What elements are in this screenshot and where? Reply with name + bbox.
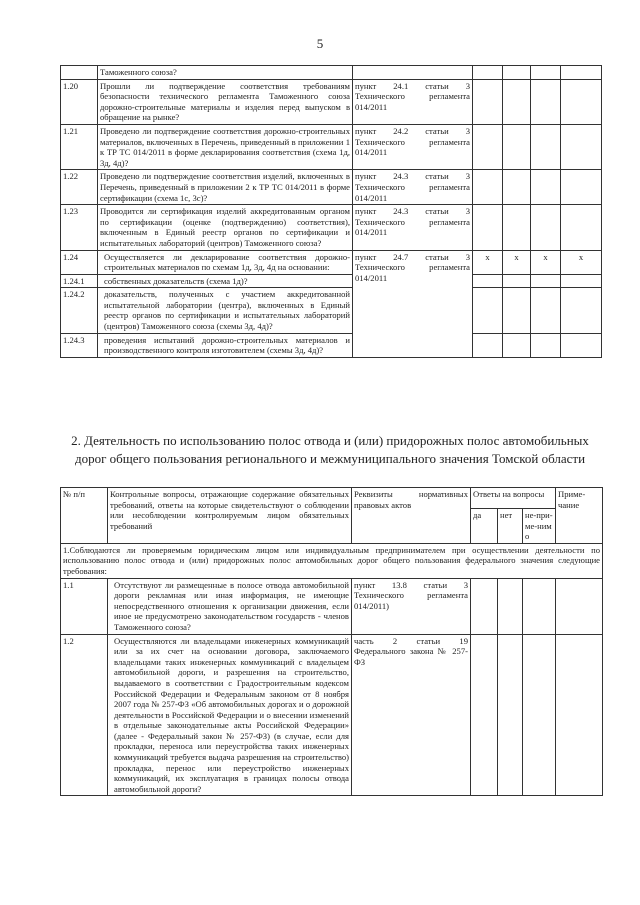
table-row [61,634,603,796]
answer-cell[interactable] [561,288,602,333]
row-requisites: пункт 13.8 статьи 3 Технического регламента 014/2011) [352,578,471,634]
row-num: 1.20 [61,79,98,124]
answer-cell[interactable] [503,66,531,80]
row-question: Проводится ли сертификация изделий аккредитованным органом по сертификации (оценке (подтверждению) соответствия), включенным в Единый реестр органов по сертификации и испытательных лабораторий (центров) Таможенного союза? [98,205,353,250]
answer-no-cell[interactable] [498,578,523,634]
answer-cell[interactable] [531,66,561,80]
row-question: Таможенного союза? [98,66,353,80]
answer-cell[interactable] [561,205,602,250]
row-requisites: пункт 24.2 статьи 3 Технического регламента 014/2011 [353,124,473,169]
row-num [61,66,98,80]
answer-yes-cell[interactable] [471,578,498,634]
header-no: нет [498,509,523,544]
table-row [61,274,602,288]
table-row [61,66,602,80]
header-question: Контрольные вопросы, отражающие содержание обязательных требований, ответы на которые свидетельствуют о соблюдении или несоблюдении контролируемым лицом обязательных требований [108,488,352,544]
table-row [61,79,602,124]
answer-cell[interactable] [473,79,503,124]
answer-cell[interactable] [473,66,503,80]
answer-cell[interactable] [473,124,503,169]
answer-cell[interactable] [531,170,561,205]
row-num: 1.1 [61,578,108,634]
page-number: 5 [316,36,324,51]
header-answers: Ответы на вопросы [471,488,556,509]
row-question: Проведено ли подтверждение соответствия изделий, включенных в Перечень, приведенный в приложении 2 к ТР ТС 014/2011 в форме сертификации (схема 1с, 3с)? [98,170,353,205]
table-row [61,205,602,250]
section-row-text: 1.Соблюдаются ли проверяемым юридическим лицом или индивидуальным предпринимателем при осуществлении деятельности по использованию полос отвода и (или) придорожных полос автомобильных дорог общего пользования федерального значения следующие требования: [61,543,603,578]
table-row [61,250,602,274]
header-num: № п/п [61,488,108,544]
answer-cell[interactable] [473,333,503,357]
row-num: 1.24.1 [61,274,98,288]
row-num: 1.2 [61,634,108,796]
answer-cell[interactable] [561,66,602,80]
answer-cell[interactable] [561,124,602,169]
answer-cell[interactable] [503,170,531,205]
row-num: 1.21 [61,124,98,169]
checklist-table-1 [60,65,602,358]
answer-cell[interactable] [503,333,531,357]
answer-cell[interactable] [503,205,531,250]
answer-cell[interactable] [561,274,602,288]
row-requisites: пункт 24.7 статьи 3 Технического регламента 014/2011 [353,250,473,357]
header-row [61,488,603,509]
header-yes: да [471,509,498,544]
row-question: проведения испытаний дорожно-строительных материалов и производственного контроля изготовителем (схемы 3д, 4д)? [98,333,353,357]
row-num: 1.22 [61,170,98,205]
table-row [61,288,602,333]
answer-cell[interactable] [503,274,531,288]
answer-cell[interactable] [531,124,561,169]
answer-cell[interactable] [531,205,561,250]
row-num: 1.24.2 [61,288,98,333]
row-num: 1.24 [61,250,98,274]
answer-cell[interactable] [473,170,503,205]
header-note: Приме-чание [556,488,603,544]
row-question: Осуществляется ли декларирование соответствия дорожно-строительных материалов по схемам 1д, 3д, 4д на основании: [98,250,353,274]
table-row [61,578,603,634]
checklist-table-2 [60,487,603,796]
answer-cell[interactable]: x [561,250,602,274]
row-num: 1.23 [61,205,98,250]
answer-cell[interactable]: x [473,250,503,274]
answer-cell[interactable] [503,79,531,124]
note-cell[interactable] [556,634,603,796]
row-question: доказательств, полученных с участием аккредитованной испытательной лаборатории (центра), включенных в Единый реестр органов по сертификации и испытательных лабораторий (центров) Таможенного союза (схемы 3д, 4д)? [98,288,353,333]
answer-na-cell[interactable] [523,634,556,796]
answer-cell[interactable] [531,274,561,288]
section-row [61,543,603,578]
answer-cell[interactable] [561,333,602,357]
row-question: собственных доказательств (схема 1д)? [98,274,353,288]
answer-cell[interactable]: x [531,250,561,274]
section-heading: 2. Деятельность по использованию полос отвода и (или) придорожных полос автомобильных дорог общего пользования регионального и межмуниципального значения Томской области [71,433,589,466]
row-requisites: пункт 24.3 статьи 3 Технического регламента 014/2011 [353,170,473,205]
answer-cell[interactable] [503,288,531,333]
answer-cell[interactable] [473,274,503,288]
table-row [61,170,602,205]
row-requisites: часть 2 статьи 19 Федерального закона № 257-ФЗ [352,634,471,796]
answer-cell[interactable] [561,79,602,124]
note-cell[interactable] [556,578,603,634]
answer-na-cell[interactable] [523,578,556,634]
answer-cell[interactable] [473,288,503,333]
header-req: Реквизиты нормативных правовых актов [352,488,471,544]
answer-no-cell[interactable] [498,634,523,796]
answer-cell[interactable] [531,288,561,333]
answer-cell[interactable]: x [503,250,531,274]
answer-cell[interactable] [531,79,561,124]
row-question: Отсутствуют ли размещенные в полосе отвода автомобильной дороги рекламная или иная информация, не имеющие непосредственного отношения к организации движения, если иное не предусмотрено законодательством государств - членов Таможенного союза? [108,578,352,634]
row-requisites: пункт 24.3 статьи 3 Технического регламента 014/2011 [353,205,473,250]
header-na: не-при-ме-нимо [523,509,556,544]
answer-yes-cell[interactable] [471,634,498,796]
answer-cell[interactable] [473,205,503,250]
table-row [61,124,602,169]
row-num: 1.24.3 [61,333,98,357]
row-requisites: пункт 24.1 статьи 3 Технического регламента 014/2011 [353,79,473,124]
row-question: Осуществляются ли владельцами инженерных коммуникаций или за их счет на основании договора, заключаемого владельцами таких инженерных коммуникаций с владельцем автомобильной дороги, и разрешения на строительство, выдаваемого в соответствии с Градостроительным кодексом Российской Федерации и Федеральным законом от 8 ноября 2007 года № 257-ФЗ «Об автомобильных дорогах и о дорожной деятельности в Российской Федерации и о внесении изменений в отдельные законодательные акты Российской Федерации» (далее - Федеральный закон № 257-ФЗ) (в случае, если для прокладки, переноса или переустройства таких инженерных коммуникаций требуется выдача разрешения на строительство) прокладка, перенос или переустройство инженерных коммуникаций, их эксплуатация в границах полосы отвода автомобильной дороги? [108,634,352,796]
answer-cell[interactable] [561,170,602,205]
row-question: Прошли ли подтверждение соответствия требованиям безопасности технического регламента Таможенного союза дорожно-строительные материалы и изделия перед выпуском в обращение на рынке? [98,79,353,124]
row-requisites [353,66,473,80]
row-question: Проведено ли подтверждение соответствия дорожно-строительных материалов, включенных в Перечень, приведенный в приложении 1 к ТР ТС 014/2011 в форме декларирования соответствия (схема 1д, 3д, 4д)? [98,124,353,169]
answer-cell[interactable] [503,124,531,169]
table-row [61,333,602,357]
answer-cell[interactable] [531,333,561,357]
